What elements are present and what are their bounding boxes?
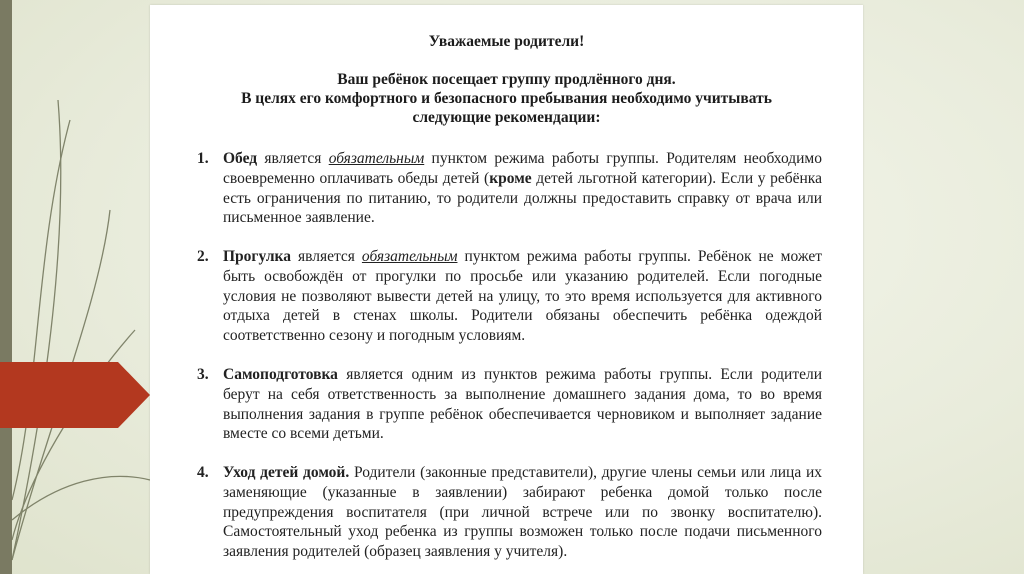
item-emphasis: обязательным: [328, 150, 425, 167]
item-number: 4.: [197, 464, 209, 481]
recommendation-item-lunch: 1. Обед является обязательным пунктом режима работы группы. Родителям необходимо своевременно оплачивать обеды детей (кроме детей льготной категории). Если у ребёнка есть ограничения по питанию, то родители должны предоставить справку от врача или письменное заявление.: [197, 150, 822, 227]
intro-line-1: Ваш ребёнок посещает группу продлённого дня.: [337, 71, 676, 88]
recommendation-item-walk: 2. Прогулка является обязательным пунктом режима работы группы. Ребёнок не может быть освобождён от прогулки по просьбе или указанию родителей. Если погодные условия не позволяют вывести детей на улицу, то это время используется для активного отдыха детей в стенах школы. Родители обязаны обеспечить ребёнка одеждой соответственно сезону и погодным условиям.: [197, 248, 822, 345]
recommendation-item-going-home: 4. Уход детей домой. Родители (законные представители), другие члены семьи или лица их заменяющие (указанные в заявлении) забирают ребенка домой только после предупреждения воспитателя (при личной встрече или по звонку воспитателю). Самостоятельный уход ребенка из группы возможен только после подачи письменного заявления родителей (образец заявления у учителя).: [197, 464, 822, 561]
greeting-heading: Уважаемые родители!: [428, 33, 585, 50]
item-emphasis: обязательным: [361, 248, 458, 265]
recommendation-item-self-study: 3. Самоподготовка является одним из пунктов режима работы группы. Если родители берут на себя ответственность за выполнение домашнего задания дома, то во время выполнения задания в группе ребёнок обеспечивается черновиком и выполняет задание вместе со всеми детьми.: [197, 366, 822, 443]
item-number: 1.: [197, 150, 209, 167]
document-page: [150, 5, 863, 574]
item-number: 2.: [197, 248, 209, 265]
item-title: Уход детей домой.: [223, 464, 350, 481]
item-number: 3.: [197, 366, 209, 383]
red-arrow-accent: [0, 362, 150, 428]
item-title: Самоподготовка: [223, 366, 338, 383]
item-title: Прогулка: [223, 248, 291, 265]
item-bold-inline: кроме: [489, 169, 532, 187]
intro-line-2: В целях его комфортного и безопасного пребывания необходимо учитывать: [241, 90, 772, 107]
intro-line-3: следующие рекомендации:: [412, 109, 601, 126]
decorative-grass-lines: [0, 0, 160, 574]
item-title: Обед: [223, 150, 258, 167]
